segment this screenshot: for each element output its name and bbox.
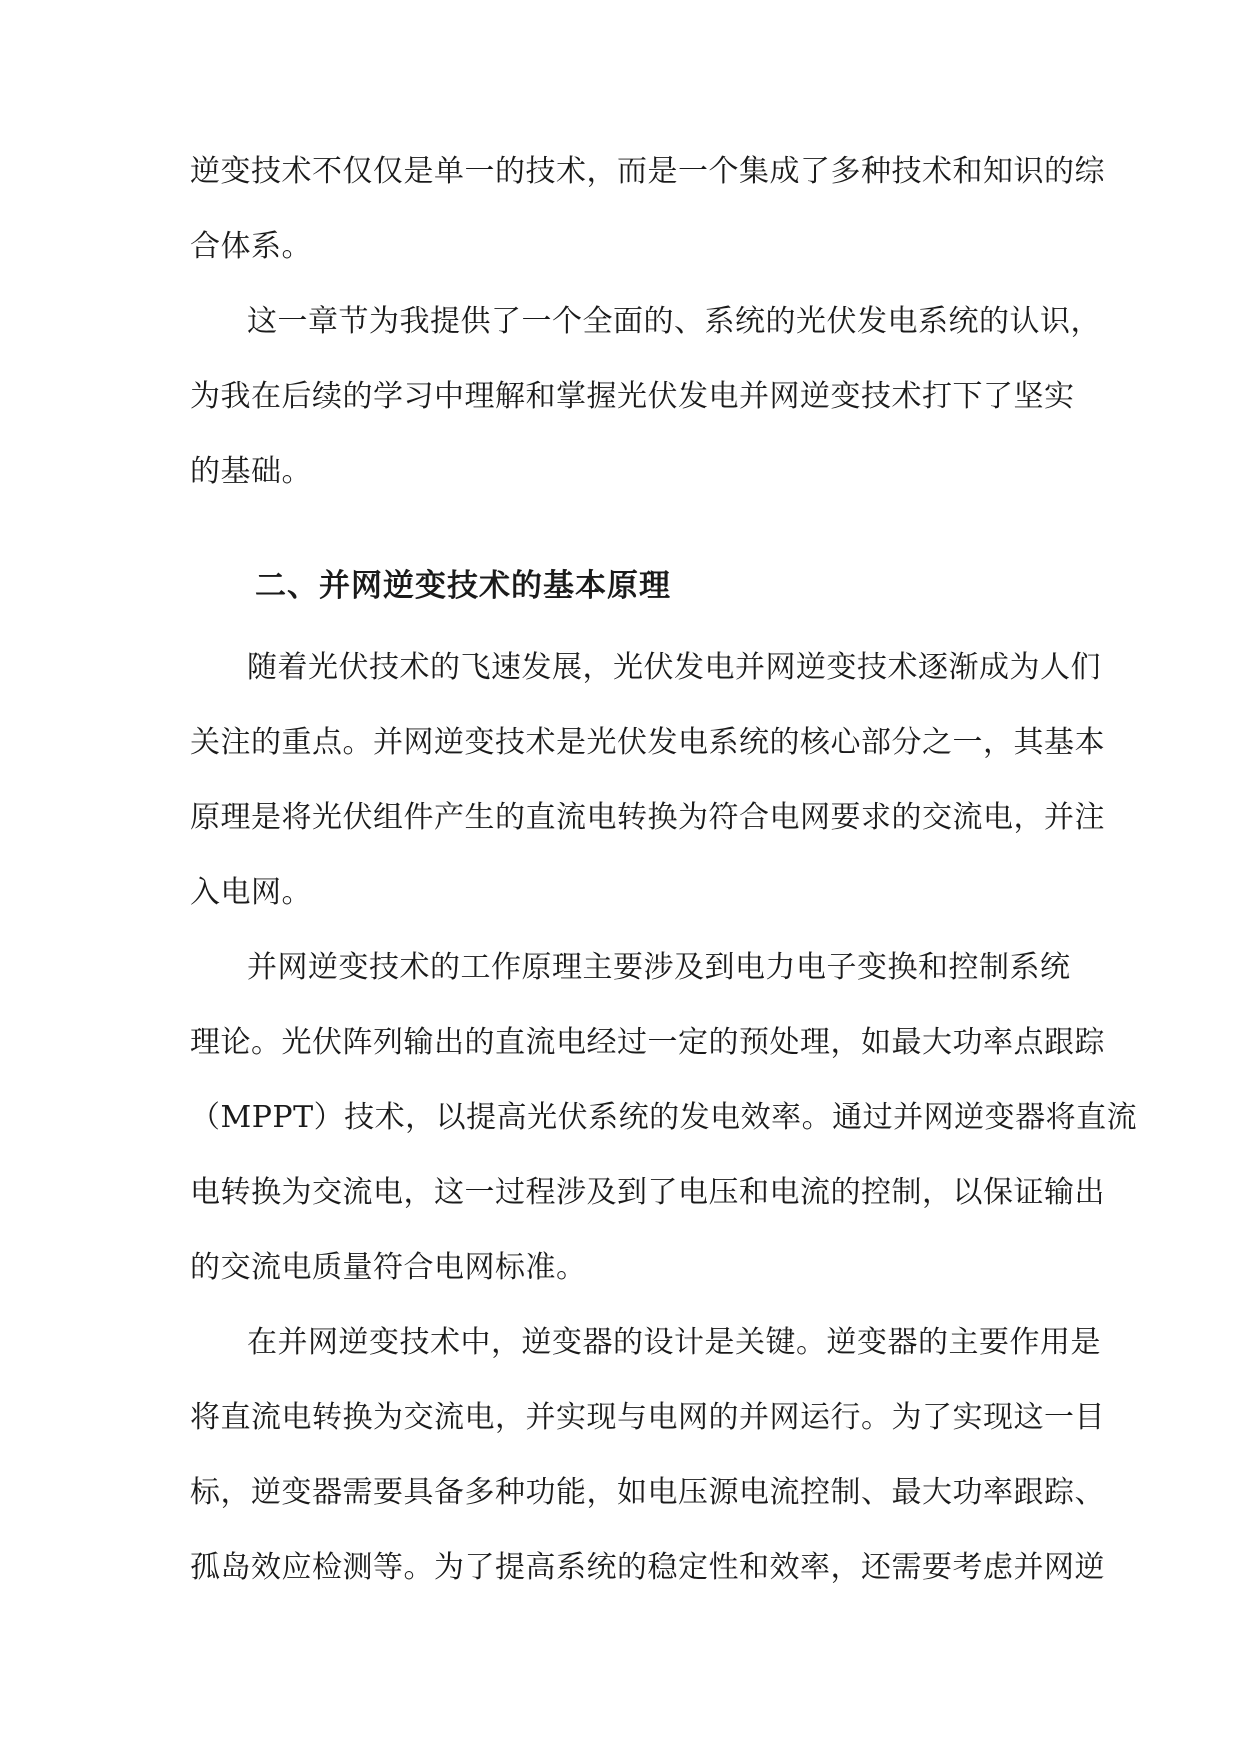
body-text-line: 为我在后续的学习中理解和掌握光伏发电并网逆变技术打下了坚实 (190, 379, 1075, 414)
body-text-line: 并网逆变技术的工作原理主要涉及到电力电子变换和控制系统 (247, 950, 1071, 985)
body-text-line: 逆变技术不仅仅是单一的技术，而是一个集成了多种技术和知识的综 (190, 154, 1105, 189)
body-text-line: （MPPT）技术，以提高光伏系统的发电效率。通过并网逆变器将直流 (190, 1100, 1138, 1135)
body-text-line: 的基础。 (190, 454, 312, 489)
body-text-line: 原理是将光伏组件产生的直流电转换为符合电网要求的交流电，并注 (190, 800, 1105, 835)
body-text-line: 合体系。 (190, 229, 312, 264)
body-text-line: 这一章节为我提供了一个全面的、系统的光伏发电系统的认识， (247, 304, 1101, 339)
body-text-line: 理论。光伏阵列输出的直流电经过一定的预处理，如最大功率点跟踪 (190, 1025, 1105, 1060)
body-text-line: 将直流电转换为交流电，并实现与电网的并网运行。为了实现这一目 (190, 1400, 1105, 1435)
body-text-line: 关注的重点。并网逆变技术是光伏发电系统的核心部分之一，其基本 (190, 725, 1105, 760)
body-text-line: 标，逆变器需要具备多种功能，如电压源电流控制、最大功率跟踪、 (190, 1475, 1105, 1510)
body-text-line: 的交流电质量符合电网标准。 (190, 1250, 587, 1285)
body-text-line: 随着光伏技术的飞速发展，光伏发电并网逆变技术逐渐成为人们 (247, 650, 1101, 685)
body-text-line: 孤岛效应检测等。为了提高系统的稳定性和效率，还需要考虑并网逆 (190, 1550, 1105, 1585)
section-heading: 二、并网逆变技术的基本原理 (255, 568, 671, 604)
body-text-line: 在并网逆变技术中，逆变器的设计是关键。逆变器的主要作用是 (247, 1325, 1101, 1360)
body-text-line: 入电网。 (190, 875, 312, 910)
body-text-line: 电转换为交流电，这一过程涉及到了电压和电流的控制，以保证输出 (190, 1175, 1105, 1210)
